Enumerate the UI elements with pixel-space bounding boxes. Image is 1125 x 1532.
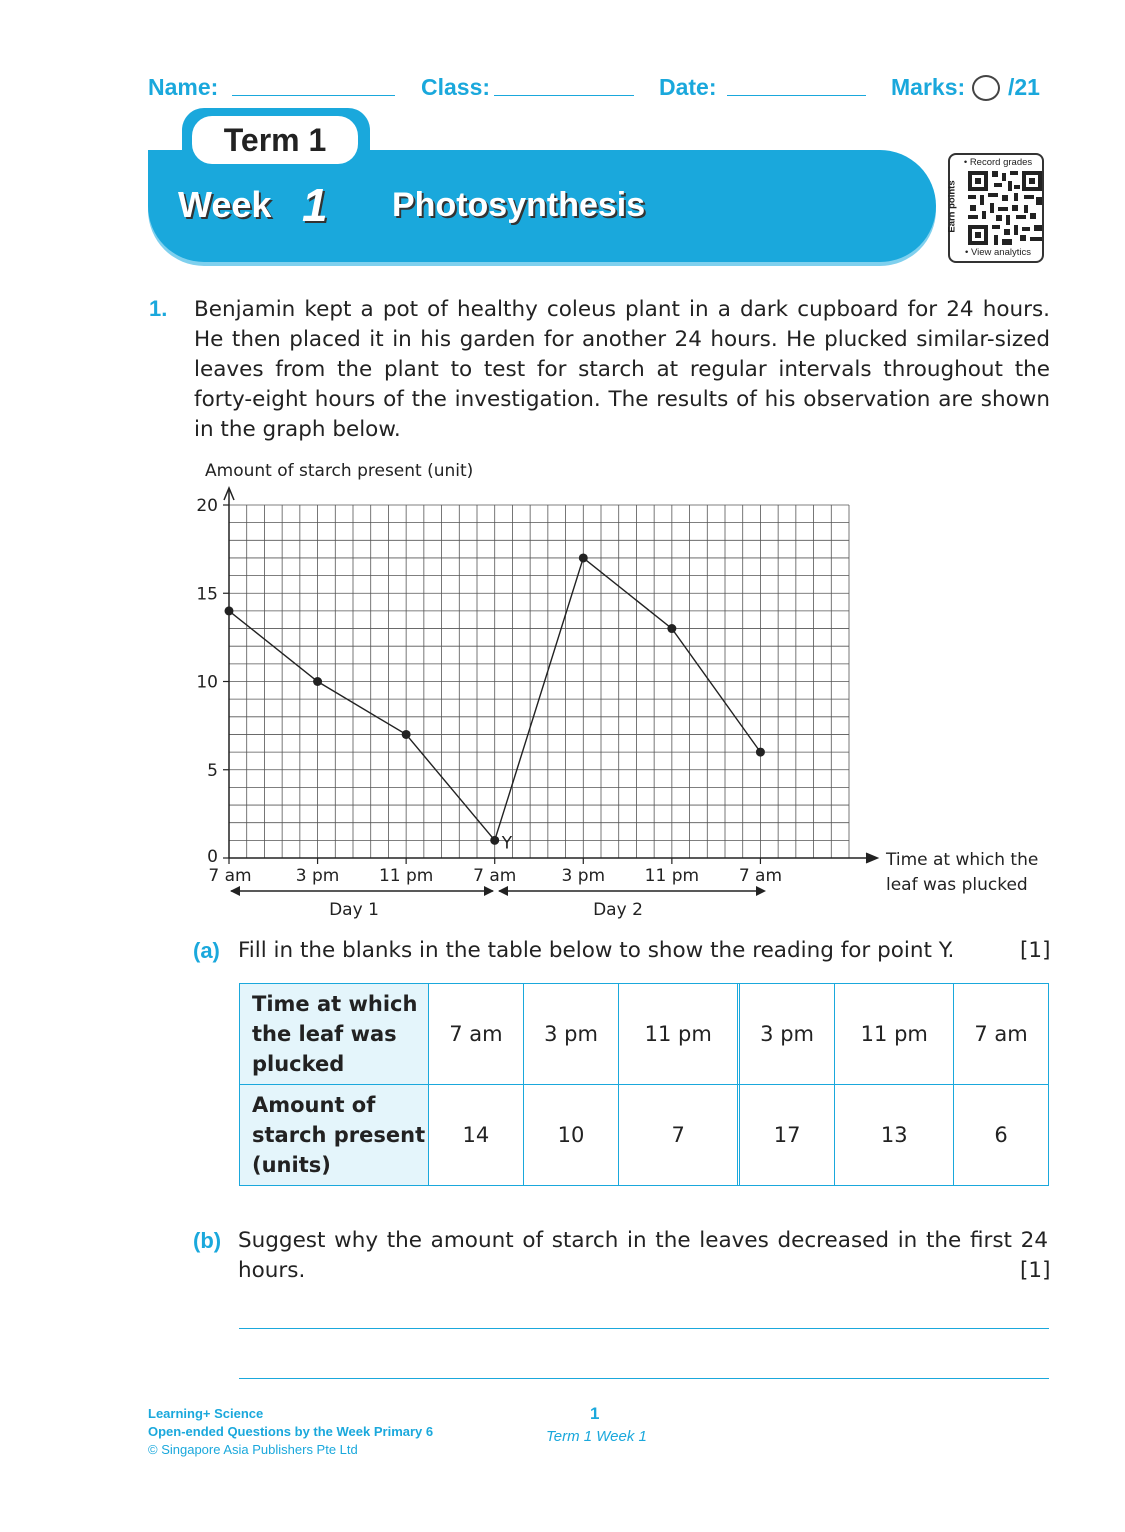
footer-series: Learning+ Science [148,1406,264,1421]
part-a-marks: [1] [1020,938,1051,963]
part-a-text: Fill in the blanks in the table below to show the reading for point Y. [238,938,955,963]
y-tick-label: 0 [207,847,218,867]
term-label: Term 1 [192,116,358,164]
y-tick-label: 5 [207,760,218,781]
footer-copyright: © Singapore Asia Publishers Pte Ltd [148,1442,358,1457]
x-tick-label: 3 pm [561,866,606,886]
marks-label: Marks: [891,74,966,100]
marks-total: /21 [1008,74,1040,100]
answer-line-2[interactable] [239,1378,1049,1379]
x-tick-labels [208,858,782,886]
data-point [313,677,322,686]
data-point [756,748,765,757]
day1-right-arrow-icon [484,886,494,896]
date-label: Date: [659,74,717,100]
qr-code-box[interactable] [948,153,1044,263]
table-cell: 14 [429,1085,524,1186]
x-axis-label-line2: leaf was plucked [886,875,1028,895]
table-row-time [240,984,1049,1085]
y-axis-label: Amount of starch present (unit) [205,461,474,481]
table-cell: 6 [954,1085,1049,1186]
answer-line-1[interactable] [239,1328,1049,1329]
date-field[interactable] [727,95,866,96]
data-point [402,730,411,739]
y-tick-label: 10 [196,672,218,693]
part-b-label: (b) [193,1228,222,1253]
week-number: 1 [302,179,328,231]
point-label-y: Y [501,833,513,854]
table-cell: 11 pm [619,984,738,1085]
day2-label: Day 2 [593,900,643,920]
x-tick-label: 3 pm [295,866,340,886]
part-b-text: Suggest why the amount of starch in the leaves decreased in the first 24 hours. [238,1228,1048,1283]
footer-book-title: Open-ended Questions by the Week Primary 6 [148,1424,434,1439]
y-tick-label: 15 [196,584,218,605]
y-tick-label: 20 [196,496,218,516]
week-label: Week [178,184,272,225]
topic-title: Photosynthesis [392,186,646,224]
chart-axes [224,488,878,896]
qr-top-label: • Record grades [963,157,1033,168]
x-axis-arrow-icon [866,853,878,863]
part-b-marks: [1] [1020,1258,1051,1283]
table-cell: 7 am [429,984,524,1085]
part-a-label: (a) [193,938,220,963]
x-tick-label: 7 am [738,866,783,886]
y-tick-labels [196,496,229,867]
page-term-week: Term 1 Week 1 [546,1428,647,1445]
day2-left-arrow-icon [498,886,508,896]
question-number: 1. [149,296,168,321]
name-label: Name: [148,74,219,100]
class-label: Class: [421,74,491,100]
starch-line-chart [0,450,1125,930]
table-cell: 3 pm [739,984,835,1085]
qr-code-icon [968,171,1042,245]
qr-side-label: Earn points [946,180,958,233]
page-number: 1 [590,1404,600,1423]
day1-label: Day 1 [329,900,379,920]
data-point [490,836,499,845]
qr-bottom-label: • View analytics [965,247,1031,258]
day2-right-arrow-icon [756,886,766,896]
table-cell: 10 [523,1085,619,1186]
x-tick-label: 7 am [208,866,252,886]
x-tick-label: 7 am [473,866,517,886]
reading-table [239,983,1049,1186]
x-tick-label: 11 pm [378,866,434,886]
table-cell: 17 [739,1085,835,1186]
table-cell: 13 [835,1085,954,1186]
table-cell: 11 pm [835,984,954,1085]
table-header-starch: Amount of starch present (units) [240,1085,429,1186]
day1-left-arrow-icon [230,886,240,896]
table-cell: 3 pm [523,984,619,1085]
table-cell: 7 [619,1085,738,1186]
data-point [579,553,588,562]
marks-circle[interactable] [972,75,1000,101]
x-tick-label: 11 pm [644,866,700,886]
table-row-starch [240,1085,1049,1186]
x-axis-label-line1: Time at which the [886,850,1039,870]
class-field[interactable] [494,95,634,96]
table-cell: 7 am [954,984,1049,1085]
name-field[interactable] [232,95,395,96]
question-text: Benjamin kept a pot of healthy coleus plant in a dark cupboard for 24 hours. He then placed it in his garden for another 24 hours. He plucked similar-sized leaves from the plant to test for starch at regular intervals throughout the forty-eight hours of the investigation. The results of his observation are shown in the graph below. [194,297,1050,442]
table-header-time: Time at which the leaf was plucked [240,984,429,1085]
data-point [225,606,234,615]
data-point [667,624,676,633]
